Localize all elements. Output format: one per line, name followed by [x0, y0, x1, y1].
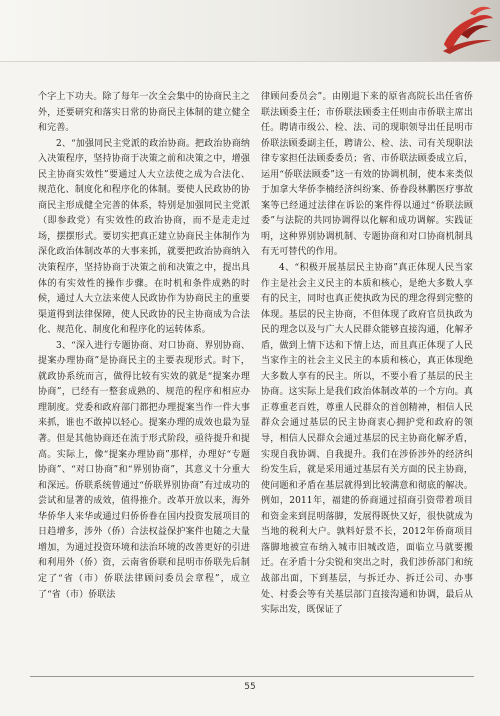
footer-divider [30, 676, 474, 677]
left-paragraph-3: 3、“深入进行专题协商、对口协商、界别协商、提案办理协商”是协商民主的主要表现形式。时下，就政协系统而言，做得比较有实效的就是“提案办理协商”，已经有一整套成熟的、规范的程序和相应办理制度。党委和政府部门都把办理提案当作一件大事来抓，谁也不敢掉以轻心。提案办理的成效也最为显著。但是其他协商还在流于形式阶段，亟待提升和提高。实际上，像“提案办理协商”那样，办理好“专题协商”、“对口协商”和“界别协商”，其意义十分重大和深远。侨联系统曾通过“侨联界别协商”有过成功的尝试和显著的成效，值得推介。改革开放以来，海外华侨华人来华或通过归侨侨眷在国内投资发展项目的日趋增多，涉外（侨）合法权益保护案件也随之大量增加，为通过投资环境和法治环境的改善更好的引进和利用外（侨）资，云南省侨联和昆明市侨联先后制定了“省（市）侨联法律顾问委员会章程”，成立了“省（市）侨联法 [38, 340, 250, 600]
right-paragraph-2: 4、“积极开展基层民主协商”真正体现人民当家作主是社会主义民主的本质和核心，是绝大多数人享有的民主，同时也真正使执政为民的理念得到完整的体现。基层的民主协商，不但体现了政府官员执政为民的理念以及与广大人民群众能够直接沟通，化解矛盾，做到上情下达和下情上达，而且真正体现了人民当家作主的社会主义民主的本质和核心，真正体现绝大多数人享有的民主。所以，不要小看了基层的民主协商。这实际上是我们政治体制改革的一个方向。真正尊重老百姓，尊重人民群众的首创精神，相信人民群众会通过基层的民主协商衷心拥护党和政府的领导，相信人民群众会通过基层的民主协商化解矛盾，实现自我协调、自我提升。我们在涉侨涉外的经济纠纷发生后，就是采用通过基层有关方面的民主协商，使问题和矛盾在基层就得到比较满意和彻底的解决。例如，2011年，福建的侨商通过招商引资带着项目和资金来到昆明落脚，发展得既快又好，很快就成为当地的税利大户。孰料好景不长，2012年侨商项目落脚地被宣布纳入城市旧城改造，面临立马就要搬迁。在矛盾十分尖锐和突出之时，我们涉侨部门和统战部出面，下到基层，与拆迁办、拆迁公司、办事处、村委会等有关基层部门直接沟通和协调，最后从实际出发，既保证了 [261, 263, 473, 616]
right-text-column [261, 90, 473, 619]
left-paragraph-2: 2、“加强同民主党派的政治协商。把政治协商纳入决策程序，坚持协商于决策之前和决策之中，增强民主协商实效性”要通过人大立法使之成为合法化、规范化、制度化和程序化的体制。要使人民政协的协商民主形成健全完善的体系，特别是加强同民主党派（即参政党）有实效性的政治协商，而不是走走过场，摆摆形式。要切实把真正建立协商民主体制作为深化政治体制改革的大事来抓，就要把政治协商纳入决策程序，坚持协商于决策之前和决策之中，提出具体的有实效性的操作步骤。在时机和条件成熟的时候，通过人大立法来使人民政协作为协商民主的重要渠道得到法律保障，使人民政协的民主协商成为合法化、规范化、制度化和程序化的运转体系。 [38, 138, 250, 336]
left-text-column [38, 90, 250, 603]
page-number: 55 [244, 682, 256, 692]
red-swoosh-emblem-icon [438, 2, 496, 54]
left-paragraph-1: 个字上下功夫。除了每年一次全会集中的协商民主之外，还要研究和落实日常的协商民主体制的建立健全和完善。 [38, 92, 250, 134]
right-paragraph-1: 律顾问委员会”。由刚退下来的原省高院长出任省侨联法顾委主任；市侨联法顾委主任则由市侨联主席出任。聘请市级公、检、法、司的现职领导出任昆明市侨联法顾委副主任，聘请公、检、法、司有关现职法律专家担任法顾委委员；省、市侨联法顾委成立后，运用“侨联法顾委”这一有效的协调机制，使本来类似于加拿大华侨李楠经济纠纷案、侨眷段林鹏医疗事故案等已经通过法律在诉讼的案件得以通过“侨联法顾委”与法院的共同协调得以化解和成功调解。实践证明，这种界别协调机制、专题协商和对口协商机制具有无可替代的作用。 [261, 92, 473, 258]
page-header-band [0, 0, 500, 62]
